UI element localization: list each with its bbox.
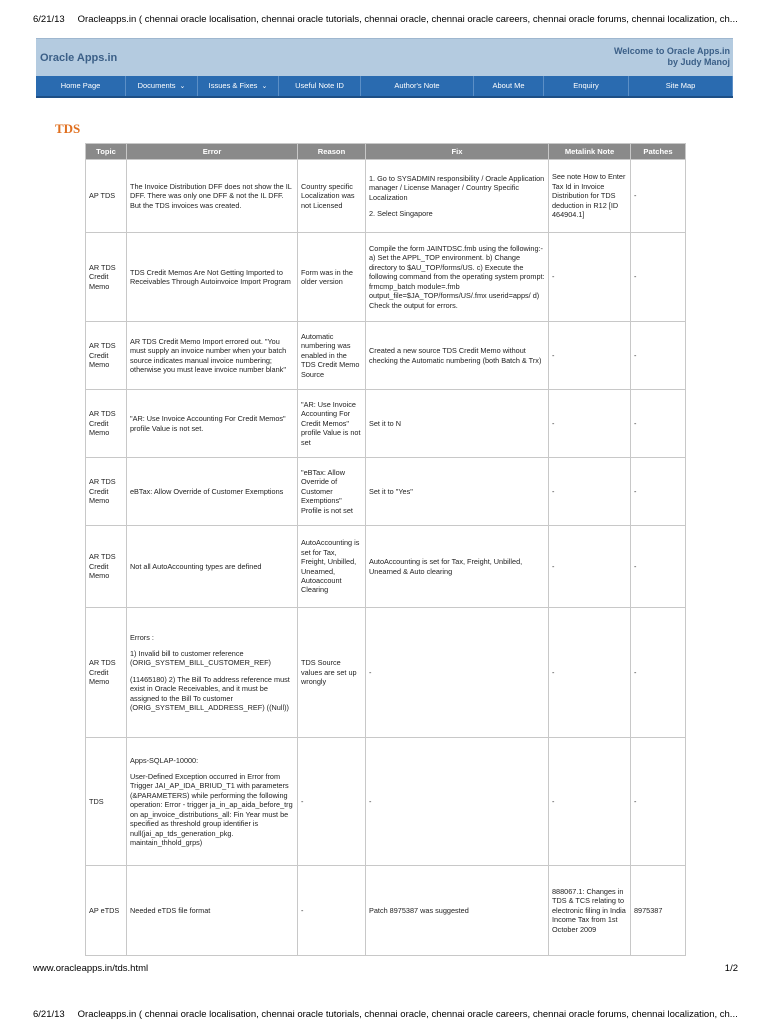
metalink-note-cell: 888067.1: Changes in TDS & TCS relating to electronic filing in India Income Tax from 1st October 2009 <box>549 866 631 956</box>
fix-cell <box>366 233 549 322</box>
table-row <box>86 322 686 390</box>
reason-cell: - <box>298 866 366 956</box>
column-header-patches: Patches <box>631 144 686 160</box>
topic-cell: AR TDS Credit Memo <box>86 322 127 390</box>
reason-cell: AutoAccounting is set for Tax, Freight, Unbilled, Unearned, Autoaccount Clearing <box>298 526 366 608</box>
reason-cell: TDS Source values are set up wrongly <box>298 608 366 738</box>
metalink-note-cell: - <box>549 458 631 526</box>
patches-cell: - <box>631 526 686 608</box>
topic-cell: AR TDS Credit Memo <box>86 233 127 322</box>
error-cell <box>127 526 298 608</box>
reason-cell: Country specific Localization was not Licensed <box>298 160 366 233</box>
cell-paragraph: Not all AutoAccounting types are defined <box>130 561 262 571</box>
column-header-error: Error <box>127 144 298 160</box>
table-row <box>86 390 686 458</box>
nav-item-author-s-note[interactable] <box>361 76 474 96</box>
nav-item-enquiry[interactable] <box>544 76 629 96</box>
print-page-title: Oracleapps.in ( chennai oracle localisation, chennai oracle tutorials, chennai oracle, chennai oracle careers, chennai oracle forums, chennai localization, ch... <box>77 14 738 25</box>
cell-paragraph: 1) Invalid bill to customer reference (ORIG_SYSTEM_BILL_CUSTOMER_REF) <box>130 648 271 668</box>
topic-cell: AR TDS Credit Memo <box>86 458 127 526</box>
table-row <box>86 458 686 526</box>
nav-item-label: About Me <box>492 81 525 90</box>
print-header-next-page <box>33 1009 738 1020</box>
print-footer <box>33 963 738 974</box>
chevron-down-icon: ⌄ <box>179 83 186 90</box>
fix-cell <box>366 866 549 956</box>
nav-item-label: Author's Note <box>394 81 440 90</box>
metalink-note-cell: - <box>549 390 631 458</box>
reason-cell: "eBTax: Allow Override of Customer Exemptions" Profile is not set <box>298 458 366 526</box>
topic-cell: AP TDS <box>86 160 127 233</box>
error-cell <box>127 322 298 390</box>
site-banner <box>36 38 733 76</box>
reason-cell: Form was in the older version <box>298 233 366 322</box>
column-header-reason: Reason <box>298 144 366 160</box>
cell-paragraph: Compile the form JAINTDSC.fmb using the following:- a) Set the APPL_TOP environment. b) Change directory to $AU_TOP/forms/US. c) Execute the following command from the operating system prompt: frmcmp_batch module=.fmb output_file=$JA_TOP/forms/US/.fmx userid=apps/ d) Check the output for errors. <box>369 244 545 310</box>
nav-item-issues-fixes[interactable] <box>198 76 279 96</box>
patches-cell: - <box>631 233 686 322</box>
main-nav <box>36 76 733 98</box>
metalink-note-cell: See note How to Enter Tax Id in Invoice Distribution for TDS deduction in R12 [ID 464904.1] <box>549 160 631 233</box>
table-row <box>86 866 686 956</box>
patches-cell: - <box>631 608 686 738</box>
nav-item-useful-note-id[interactable] <box>279 76 361 96</box>
fix-cell <box>366 458 549 526</box>
reason-cell: "AR: Use Invoice Accounting For Credit Memos" profile Value is not set <box>298 390 366 458</box>
nav-item-about-me[interactable] <box>474 76 544 96</box>
fix-cell <box>366 160 549 233</box>
site-logo[interactable]: Oracle Apps.in <box>40 52 118 64</box>
chevron-down-icon: ⌄ <box>261 83 268 90</box>
topic-cell: TDS <box>86 738 127 866</box>
cell-paragraph: - <box>369 796 372 806</box>
nav-item-home-page[interactable] <box>36 76 126 96</box>
topic-cell: AR TDS Credit Memo <box>86 608 127 738</box>
nav-item-label: Enquiry <box>573 81 599 90</box>
print-date: 6/21/13 <box>33 1009 65 1020</box>
metalink-note-cell: - <box>549 233 631 322</box>
cell-paragraph: User-Defined Exception occurred in Error from Trigger JAI_AP_IDA_BRIUD_T1 with parameters (&PARAMETERS) while performing the following operation: Error - trigger ja_in_ap_aida_before_trg on ap_invoice_distributions_all: Fin Year must be specified as threshold group identifier is null(jai_ap_tds_generation_pkg. maintain_thhold_grps) <box>130 772 293 847</box>
nav-item-documents[interactable] <box>126 76 198 96</box>
metalink-note-cell: - <box>549 608 631 738</box>
error-cell <box>127 738 298 866</box>
patches-cell: - <box>631 458 686 526</box>
metalink-note-cell: - <box>549 738 631 866</box>
metalink-note-cell: - <box>549 526 631 608</box>
cell-paragraph: Created a new source TDS Credit Memo without checking the Automatic numbering (both Batch & Trx) <box>369 346 542 365</box>
error-cell <box>127 458 298 526</box>
cell-paragraph: Errors : <box>130 632 154 642</box>
metalink-note-cell: - <box>549 322 631 390</box>
column-header-metalink-note: Metalink Note <box>549 144 631 160</box>
cell-paragraph: TDS Credit Memos Are Not Getting Imported to Receivables Through Autoinvoice Import Program <box>130 267 291 286</box>
cell-paragraph: The Invoice Distribution DFF does not show the IL DFF. There was only one DFF & not the IL DFF. But the TDS invoices was created. <box>130 181 292 210</box>
cell-paragraph: 2. Select Singapore <box>369 208 433 218</box>
cell-paragraph: (11465180) 2) The Bill To address reference must exist in Oracle Receivables, and it must be assigned to the Bill To customer (ORIG_SYSTEM_BILL_ADDRESS_REF) ((Null)) <box>130 674 290 713</box>
table-row <box>86 608 686 738</box>
table-header-row <box>86 144 686 160</box>
patches-cell: - <box>631 322 686 390</box>
table-row <box>86 738 686 866</box>
fix-cell <box>366 322 549 390</box>
reason-cell: - <box>298 738 366 866</box>
patches-cell: 8975387 <box>631 866 686 956</box>
topic-cell: AR TDS Credit Memo <box>86 390 127 458</box>
cell-paragraph: Patch 8975387 was suggested <box>369 905 469 915</box>
column-header-topic: Topic <box>86 144 127 160</box>
table-row <box>86 233 686 322</box>
cell-paragraph: eBTax: Allow Override of Customer Exemptions <box>130 486 284 496</box>
nav-item-site-map[interactable] <box>629 76 733 96</box>
page-title: TDS <box>55 121 81 136</box>
welcome-text <box>614 46 730 68</box>
fix-cell <box>366 526 549 608</box>
print-page-number: 1/2 <box>724 963 738 974</box>
fix-cell <box>366 390 549 458</box>
error-cell <box>127 160 298 233</box>
print-date: 6/21/13 <box>33 14 65 25</box>
table-row <box>86 526 686 608</box>
cell-paragraph: - <box>369 667 372 677</box>
patches-cell: - <box>631 160 686 233</box>
tds-issues-table <box>85 143 686 956</box>
cell-paragraph: 1. Go to SYSADMIN responsibility / Oracle Application manager / License Manager / Country Specific Localization <box>369 173 545 202</box>
cell-paragraph: AutoAccounting is set for Tax, Freight, Unbilled, Unearned & Auto clearing <box>369 557 523 576</box>
print-page-title: Oracleapps.in ( chennai oracle localisation, chennai oracle tutorials, chennai oracle, chennai oracle careers, chennai oracle forums, chennai localization, ch... <box>77 1009 738 1020</box>
cell-paragraph: "AR: Use Invoice Accounting For Credit Memos" profile Value is not set. <box>130 414 286 433</box>
topic-cell: AR TDS Credit Memo <box>86 526 127 608</box>
fix-cell <box>366 608 549 738</box>
cell-paragraph: Needed eTDS file format <box>130 905 211 915</box>
author-line: by Judy Manoj <box>667 57 730 67</box>
print-url: www.oracleapps.in/tds.html <box>33 963 149 974</box>
nav-item-label: Useful Note ID <box>295 81 344 90</box>
fix-cell <box>366 738 549 866</box>
patches-cell: - <box>631 738 686 866</box>
column-header-fix: Fix <box>366 144 549 160</box>
topic-cell: AP eTDS <box>86 866 127 956</box>
welcome-line: Welcome to Oracle Apps.in <box>613 46 730 56</box>
error-cell <box>127 866 298 956</box>
error-cell <box>127 390 298 458</box>
nav-item-label: Issues & Fixes <box>208 81 258 90</box>
cell-paragraph: Set it to N <box>369 418 402 428</box>
cell-paragraph: Apps-SQLAP-10000: <box>130 755 199 765</box>
reason-cell: Automatic numbering was enabled in the TDS Credit Memo Source <box>298 322 366 390</box>
nav-item-label: Documents <box>137 81 176 90</box>
cell-paragraph: Set it to "Yes" <box>369 486 413 496</box>
table-row <box>86 160 686 233</box>
cell-paragraph: AR TDS Credit Memo Import errored out. "You must supply an invoice number when your batch source indicates manual invoice numbering; otherwise you must leave invoice number blank" <box>130 336 287 374</box>
error-cell <box>127 608 298 738</box>
patches-cell: - <box>631 390 686 458</box>
error-cell <box>127 233 298 322</box>
nav-item-label: Home Page <box>60 81 101 90</box>
nav-item-label: Site Map <box>665 81 696 90</box>
